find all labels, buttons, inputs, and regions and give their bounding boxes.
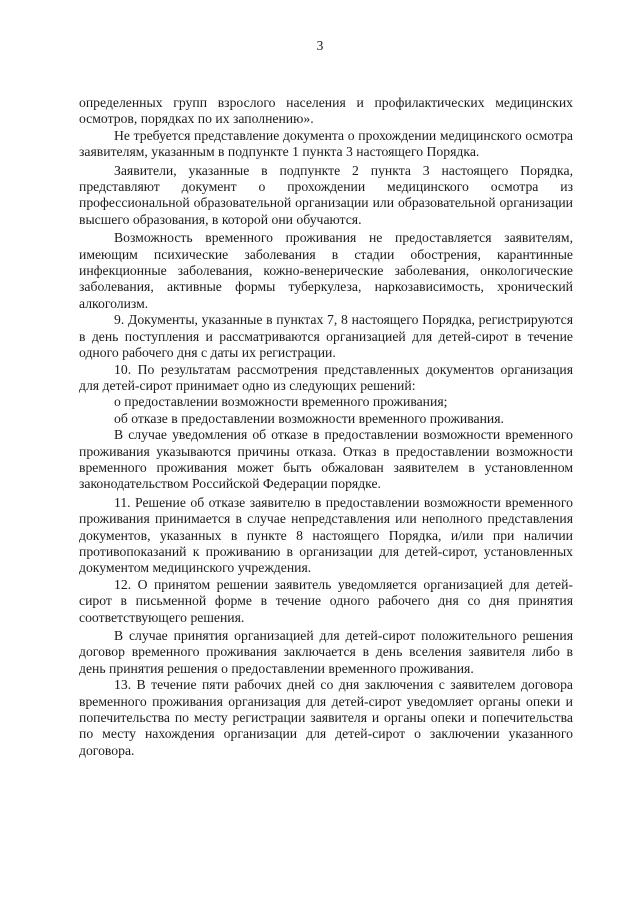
paragraph-item-12: 12. О принятом решении заявитель уведомляется организацией для детей-сирот в письменной форме в течение одного рабочего дня со дня принятия соответствующего решения. [79,576,573,625]
paragraph-item-13: 13. В течение пяти рабочих дней со дня заключения с заявителем договора временного проживания организация для детей-сирот уведомляет органы опеки и попечительства по месту регистрации заявителя и органы опеки и попечительства по месту нахождения организации для детей-сирот о заключении указанного договора. [79,677,573,758]
paragraph-item-9: 9. Документы, указанные в пунктах 7, 8 настоящего Порядка, регистрируются в день поступления и рассматриваются организацией для детей-сирот в течение одного рабочего дня с даты их регистрации. [79,312,573,361]
paragraph-item-11: 11. Решение об отказе заявителю в предоставлении возможности временного проживания принимается в случае непредставления или неполного представления документов, указанных в пункте 8 настоящего Порядка, и/или при наличии противопоказаний к проживанию в организации для детей-сирот, установленных документом медицинского учреждения. [79,494,573,576]
paragraph-decision-refuse: об отказе в предоставлении возможности временного проживания. [114,410,504,426]
paragraph-medical-exam-not-required: Не требуется представление документа о прохождении медицинского осмотра заявителям, указанным в подпункте 1 пункта 3 настоящего Порядка. [79,127,573,160]
paragraph-continuation: определенных групп взрослого населения и профилактических медицинских осмотров, порядках по их заполнению». [79,95,573,127]
paragraph-item-10: 10. По результатам рассмотрения представленных документов организация для детей-сирот принимает одно из следующих решений: [79,361,573,393]
paragraph-medical-exam-from-school: Заявители, указанные в подпункте 2 пункта 3 настоящего Порядка, представляют документ о прохождении медицинского осмотра из профессиональной образовательной организации или образовательной организации высшего образования, в которой они обучаются. [79,162,573,227]
document-body [79,95,573,759]
paragraph-contraindications: Возможность временного проживания не предоставляется заявителям, имеющим психические заболевания в стадии обострения, карантинные инфекционные заболевания, кожно-венерические заболевания, онкологические заболевания, активные формы туберкулеза, наркозависимость, хронический алкоголизм. [79,230,573,311]
paragraph-positive-decision: В случае принятия организацией для детей-сирот положительного решения договор временного проживания заключается в день вселения заявителя либо в день принятия решения о предоставлении временного проживания. [79,628,573,676]
paragraph-refusal-notice: В случае уведомления об отказе в предоставлении возможности временного проживания указываются причины отказа. Отказ в предоставлении возможности временного проживания может быть обжалован заявителем в установленном законодательством Российской Федерации порядке. [79,427,573,492]
page-number: 3 [316,38,324,53]
paragraph-decision-grant: о предоставлении возможности временного проживания; [114,394,448,410]
